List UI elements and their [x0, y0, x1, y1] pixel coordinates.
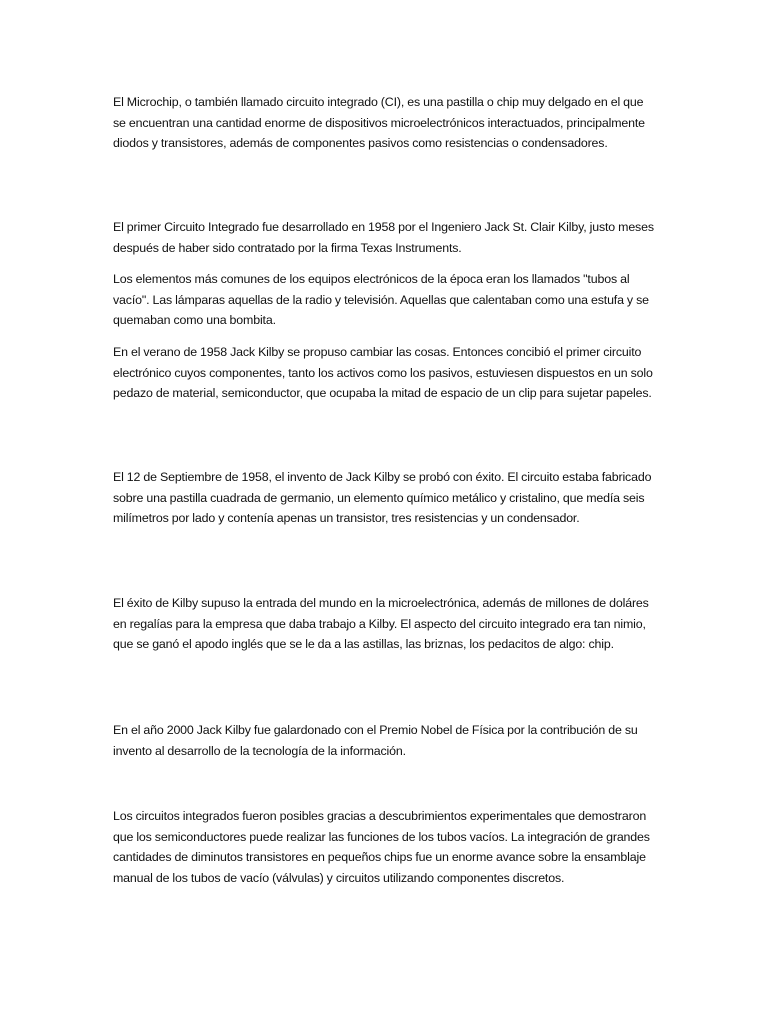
paragraph-summer-1958: En el verano de 1958 Jack Kilby se propuso cambiar las cosas. Entonces concibió el primer circuito electrónico cuyos componentes, tanto los activos como los pasivos, estuviesen dispuestos en un solo pedazo de material, semiconductor, que ocupaba la mitad de espacio de un clip para sujetar papeles.	[113, 345, 653, 401]
paragraph-microchip-definition: El Microchip, o también llamado circuito integrado (CI), es una pastilla o chip muy delgado en el que se encuentran una cantidad enorme de dispositivos microelectrónicos interactuados, principalmente diodos y transistores, además de componentes pasivos como resistencias o condensadores.	[113, 95, 645, 151]
paragraph-nobel-prize: En el año 2000 Jack Kilby fue galardonado con el Premio Nobel de Física por la contribución de su invento al desarrollo de la tecnología de la información.	[113, 723, 638, 758]
paragraph-semiconductor-discoveries: Los circuitos integrados fueron posibles gracias a descubrimientos experimentales que demostraron que los semiconductores puede realizar las funciones de los tubos vacíos. La integración de grandes cantidades de diminutos transistores en pequeños chips fue un enorme avance sobre la ensamblaje manual de los tubos de vacío (válvulas) y circuitos utilizando componentes discretos.	[113, 809, 650, 885]
paragraph-september-1958: El 12 de Septiembre de 1958, el invento de Jack Kilby se probó con éxito. El circuito estaba fabricado sobre una pastilla cuadrada de germanio, un elemento químico metálico y cristalino, que medía seis milímetros por lado y contenía apenas un transistor, tres resistencias y un condensador.	[113, 470, 652, 526]
paragraph-kilby-success: El éxito de Kilby supuso la entrada del mundo en la microelectrónica, además de millones de doláres en regalías para la empresa que daba trabajo a Kilby. El aspecto del circuito integrado era tan nimio, que se ganó el apodo inglés que se le da a las astillas, las briznas, los pedacitos de algo: chip.	[113, 596, 649, 652]
paragraph-vacuum-tubes: Los elementos más comunes de los equipos electrónicos de la época eran los llamados "tubos al vacío". Las lámparas aquellas de la radio y televisión. Aquellas que calentaban como una estufa y se quemaban como una bombita.	[113, 272, 649, 328]
paragraph-first-integrated-circuit: El primer Circuito Integrado fue desarrollado en 1958 por el Ingeniero Jack St. Clair Kilby, justo meses después de haber sido contratado por la firma Texas Instruments.	[113, 220, 654, 255]
